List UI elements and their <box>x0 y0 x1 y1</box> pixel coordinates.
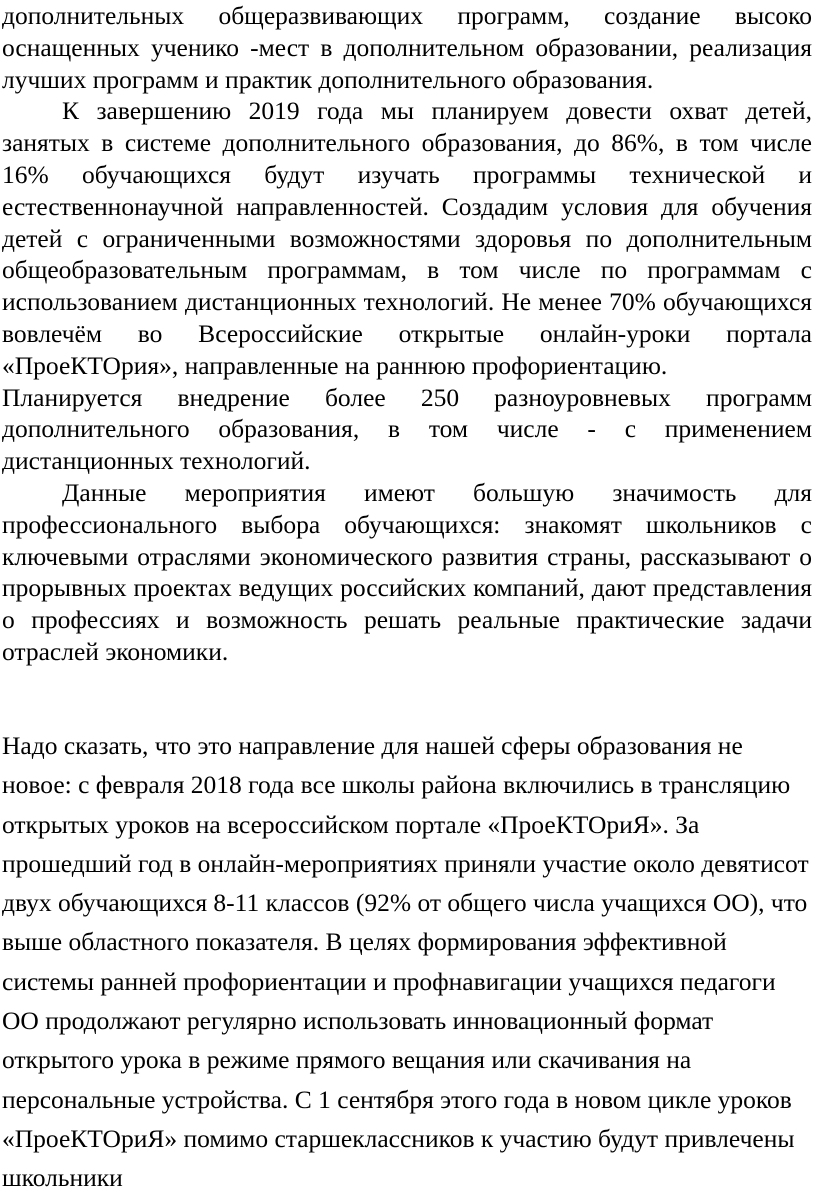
document-body-left <box>2 726 812 1198</box>
paragraph-coverage-goals: К завершению 2019 года мы планируем довести охват детей, занятых в системе дополнительного образования, до 86%, в том числе 16% обучающихся будут изучать программы технической и естественнонаучной направленностей. Создадим условия для обучения детей с ограниченными возможностями здоровья по дополнительным общеобразовательным программам, в том числе по программам с использованием дистанционных технологий. Не менее 70% обучающихся вовлечём во Всероссийские открытые онлайн-уроки портала «ПроеКТОрия», направленные на раннюю профориентацию. <box>2 96 812 380</box>
paragraph-significance: Данные мероприятия имеют большую значимость для профессионального выбора обучающихся: знакомят школьников с ключевыми отраслями экономического развития страны, рассказывают о прорывных проектах ведущих российских компаний, дают представления о профессиях и возможность решать реальные практические задачи отраслей экономики. <box>2 477 812 666</box>
paragraph-programs-plan: Планируется внедрение более 250 разноуровневых программ дополнительного образования, в том числе - с применением дистанционных технологий. <box>2 382 812 476</box>
paragraph-proektoria: Надо сказать, что это направление для нашей сферы образования не новое: с февраля 2018 года все школы района включились в трансляцию открытых уроков на всероссийском портале «ПроеКТОриЯ». За прошедший год в онлайн-мероприятиях приняли участие около девятисот двух обучающихся 8-11 классов (92% от общего числа учащихся ОО), что выше областного показателя. В целях формирования эффективной системы ранней профориентации и профнавигации учащихся педагоги ОО продолжают регулярно использовать инновационный формат открытого урока в режиме прямого вещания или скачивания на персональные устройства. С 1 сентября этого года в новом цикле уроков «ПроеКТОриЯ» помимо старшеклассников к участию будут привлечены школьники <box>2 731 809 1193</box>
document-body-justified <box>2 0 812 668</box>
paragraph-continuation: дополнительных общеразвивающих программ, создание высоко оснащенных ученико -мест в дополнительном образовании, реализация лучших программ и практик дополнительного образования. <box>2 1 812 94</box>
